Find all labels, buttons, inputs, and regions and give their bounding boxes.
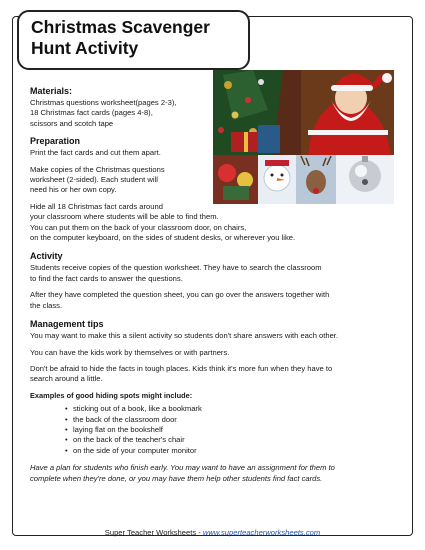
preparation-line: worksheet (2-sided). Each student will (30, 175, 158, 185)
preparation-line: on the computer keyboard, on the sides of student desks, or wherever you like. (30, 233, 296, 243)
list-item: • sticking out of a book, like a bookmark (65, 404, 405, 414)
materials-line: scissors and scotch tape (30, 118, 114, 128)
management-para-2: You can have the kids work by themselves or with partners. (30, 347, 230, 357)
closing-line: Have a plan for students who finish early. You may want to have an assignment for them to (30, 463, 335, 473)
management-para-1: You may want to make this a silent activity so students don't share answers with each other. (30, 331, 339, 341)
title-line-2: Hunt Activity (31, 38, 139, 58)
management-heading: Management tips (30, 319, 104, 330)
hiding-spots-list (65, 404, 405, 456)
page-footer (0, 528, 425, 537)
page-title (31, 17, 248, 59)
preparation-line: need his or her own copy. (30, 185, 117, 195)
preparation-heading: Preparation (30, 136, 81, 147)
footer-text: Super Teacher Worksheets - (104, 528, 203, 537)
preparation-line: You can put them on the back of your classroom door, on chairs, (30, 222, 247, 232)
activity-line: to find the fact cards to answer the questions. (30, 273, 183, 283)
preparation-para-1: Print the fact cards and cut them apart. (30, 148, 161, 158)
list-item: • the back of the classroom door (65, 415, 405, 425)
list-item: • on the side of your computer monitor (65, 446, 405, 456)
preparation-line: Make copies of the Christmas questions (30, 164, 165, 174)
management-section (30, 319, 405, 484)
title-box (17, 10, 250, 70)
closing-note (30, 463, 405, 484)
title-line-1: Christmas Scavenger (31, 17, 210, 37)
preparation-para-2 (30, 165, 205, 196)
preparation-line: Hide all 18 Christmas fact cards around (30, 201, 163, 211)
activity-para-2 (30, 290, 405, 311)
list-item: • on the back of the teacher's chair (65, 435, 405, 445)
preparation-line: your classroom where students will be able to find them. (30, 212, 219, 222)
activity-section (30, 251, 405, 311)
examples-heading: Examples of good hiding spots might include: (30, 390, 193, 400)
activity-line: the class. (30, 300, 63, 310)
activity-line: After they have completed the question sheet, you can go over the answers together with (30, 290, 330, 300)
preparation-section (30, 136, 405, 243)
management-line: search around a little. (30, 374, 103, 384)
materials-text (30, 98, 205, 129)
instructions-body (30, 86, 405, 490)
closing-line: complete when they're done, or you may have them help other students find fact cards. (30, 473, 323, 483)
materials-line: Christmas questions worksheet(pages 2-3), (30, 98, 177, 107)
preparation-para-3 (30, 202, 405, 244)
materials-heading: Materials: (30, 86, 73, 96)
activity-heading: Activity (30, 251, 63, 262)
management-para-3 (30, 364, 405, 385)
footer-link[interactable]: www.superteacherworksheets.com (202, 528, 321, 537)
materials-line: 18 Christmas fact cards (pages 4-8), (30, 108, 153, 118)
activity-line: Students receive copies of the question worksheet. They have to search the classroom (30, 263, 322, 273)
activity-para-1 (30, 263, 405, 284)
list-item: • laying flat on the bookshelf (65, 425, 405, 435)
materials-section (30, 86, 405, 129)
management-line: Don't be afraid to hide the facts in tough places. Kids think it's more fun when they have to (30, 363, 333, 373)
